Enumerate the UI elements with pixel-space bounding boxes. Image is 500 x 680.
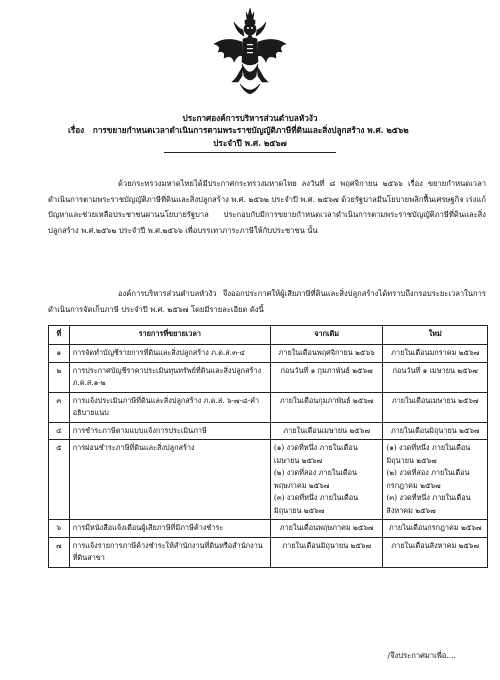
cell-task: การประกาศบัญชีราคาประเมินทุนทรัพย์ที่ดินและสิ่งปลูกสร้าง ภ.ด.ส.๑-๒ (69, 362, 270, 392)
header-no: ที่ (49, 326, 70, 345)
paragraph-1-text: ด้วยกระทรวงมหาดไทยได้มีประกาศกระทรวงมหาดไทย ลงวันที่ ๘ พฤศจิกายน ๒๕๖๖ เรื่อง ขยายกำหนดเวลาดำเนินการตามพระราชบัญญัติภาษีที่ดินและสิ่งปลูกสร้าง พ.ศ. ๒๕๖๒ ประจำปี พ.ศ. ๒๕๖๗ ด้วยรัฐบาลมีนโยบายพลิกฟื้นเศรษฐกิจ เร่งแก้ปัญหาและช่วยเหลือประชาชนผ่านนโยบายรัฐบาล ประกอบกับมีการขยายกำหนดเวลาดำเนินการตามพระราชบัญญัติภาษีที่ดินและสิ่งปลูกสร้าง พ.ศ.๒๕๖๒ ประจำปี พ.ศ.๒๕๖๖ เพื่อบรรเทาภาระภาษีให้กับประชาชน นั้น (48, 179, 486, 235)
table-row (49, 422, 488, 440)
garuda-emblem-icon (212, 6, 288, 98)
cell-new: ภายในเดือนมิถุนายน ๒๕๖๗ (383, 422, 488, 440)
cell-no: ๕ (49, 440, 70, 520)
title-divider (164, 152, 336, 153)
subject-text: การขยายกำหนดเวลาดำเนินการตามพระราชบัญญัติภาษีที่ดินและสิ่งปลูกสร้าง พ.ศ. ๒๕๖๒ (92, 125, 409, 135)
cell-no: ๑ (49, 345, 70, 363)
cell-old: ภายในเดือนพฤศจิกายน ๒๕๖๖ (270, 345, 382, 363)
cell-no: ๒ (49, 362, 70, 392)
continuation-note: /จึงประกาศมาเพื่อ.... (387, 651, 456, 660)
header-old: จากเดิม (270, 326, 382, 345)
cell-old: ก่อนวันที่ ๑ กุมภาพันธ์ ๒๕๖๗ (270, 362, 382, 392)
cell-task: การจัดทำบัญชีรายการที่ดินและสิ่งปลูกสร้าง ภ.ด.ส.๓-๔ (69, 345, 270, 363)
cell-old: (๑) งวดที่หนึ่ง ภายในเดือนเมษายน ๒๕๖๗ (๒) งวดที่สอง ภายในเดือนพฤษภาคม ๒๕๖๗ (๓) งวดที่หนึ่ง ภายในเดือนมิถุนายน ๒๕๖๗ (270, 440, 382, 520)
table-row (49, 537, 488, 567)
table-row (49, 520, 488, 538)
subject-label: เรื่อง (68, 125, 85, 135)
cell-task: การแจ้งรายการภาษีค้างชำระให้สำนักงานที่ดินหรือสำนักงานที่ดินสาขา (69, 537, 270, 567)
cell-new: ภายในเดือนสิงหาคม ๒๕๖๗ (383, 537, 488, 567)
cell-new: ก่อนวันที่ ๑ เมษายน ๒๕๖๗ (383, 362, 488, 392)
body-paragraph-2 (48, 286, 486, 317)
body-paragraph-1 (48, 176, 486, 238)
header-new: ใหม่ (383, 326, 488, 345)
cell-old: ภายในเดือนมิถุนายน ๒๕๖๗ (270, 537, 382, 567)
cell-old: ภายในเดือนพฤษภาคม ๒๕๖๗ (270, 520, 382, 538)
cell-task: การชำระภาษีตามแบบแจ้งการประเมินภาษี (69, 422, 270, 440)
announcement-subject (68, 124, 488, 137)
table-row (49, 345, 488, 363)
cell-new: ภายในเดือนมกราคม ๒๕๖๗ (383, 345, 488, 363)
cell-new: ภายในเดือนกรกฎาคม ๒๕๖๗ (383, 520, 488, 538)
cell-task: การมีหนังสือแจ้งเตือนผู้เสียภาษีที่มีภาษีค้างชำระ (69, 520, 270, 538)
cell-task: การแจ้งประเมินภาษีที่ดินและสิ่งปลูกสร้าง ภ.ด.ส. ๖-๗-๘-คำอธิบายแนบ (69, 392, 270, 422)
header-task: รายการที่ขยายเวลา (69, 326, 270, 345)
table-header-row (49, 326, 488, 345)
cell-no: ๔ (49, 422, 70, 440)
table-row (49, 392, 488, 422)
cell-no: ๖ (49, 520, 70, 538)
cell-no: ๓ (49, 392, 70, 422)
announcement-title: ประกาศองค์การบริหารส่วนตำบลหัวงัว (182, 113, 318, 123)
cell-new: ภายในเดือนเมษายน ๒๕๖๗ (383, 392, 488, 422)
table-row (49, 362, 488, 392)
paragraph-2-text: องค์การบริหารส่วนตำบลหัวงัว จึงออกประกาศให้ผู้เสียภาษีที่ดินและสิ่งปลูกสร้างได้ทราบถึงกรอบระยะเวลาในการดำเนินการจัดเก็บภาษี ประจำปี พ.ศ. ๒๕๖๗ โดยมีรายละเอียด ดังนี้ (48, 289, 486, 314)
schedule-table (48, 325, 488, 568)
cell-no: ๗ (49, 537, 70, 567)
table-row (49, 440, 488, 520)
cell-old: ภายในเดือนกุมภาพันธ์ ๒๕๖๗ (270, 392, 382, 422)
announcement-year: ประจำปี พ.ศ. ๒๕๖๗ (213, 138, 287, 148)
cell-new: (๑) งวดที่หนึ่ง ภายในเดือนมิถุนายน ๒๕๖๗ (๒) งวดที่สอง ภายในเดือนกรกฎาคม ๒๕๖๗ (๓) งวดที่หนึ่ง ภายในเดือนสิงหาคม ๒๕๖๗ (383, 440, 488, 520)
cell-old: ภายในเดือนเมษายน ๒๕๖๗ (270, 422, 382, 440)
cell-task: การผ่อนชำระภาษีที่ดินและสิ่งปลูกสร้าง (69, 440, 270, 520)
